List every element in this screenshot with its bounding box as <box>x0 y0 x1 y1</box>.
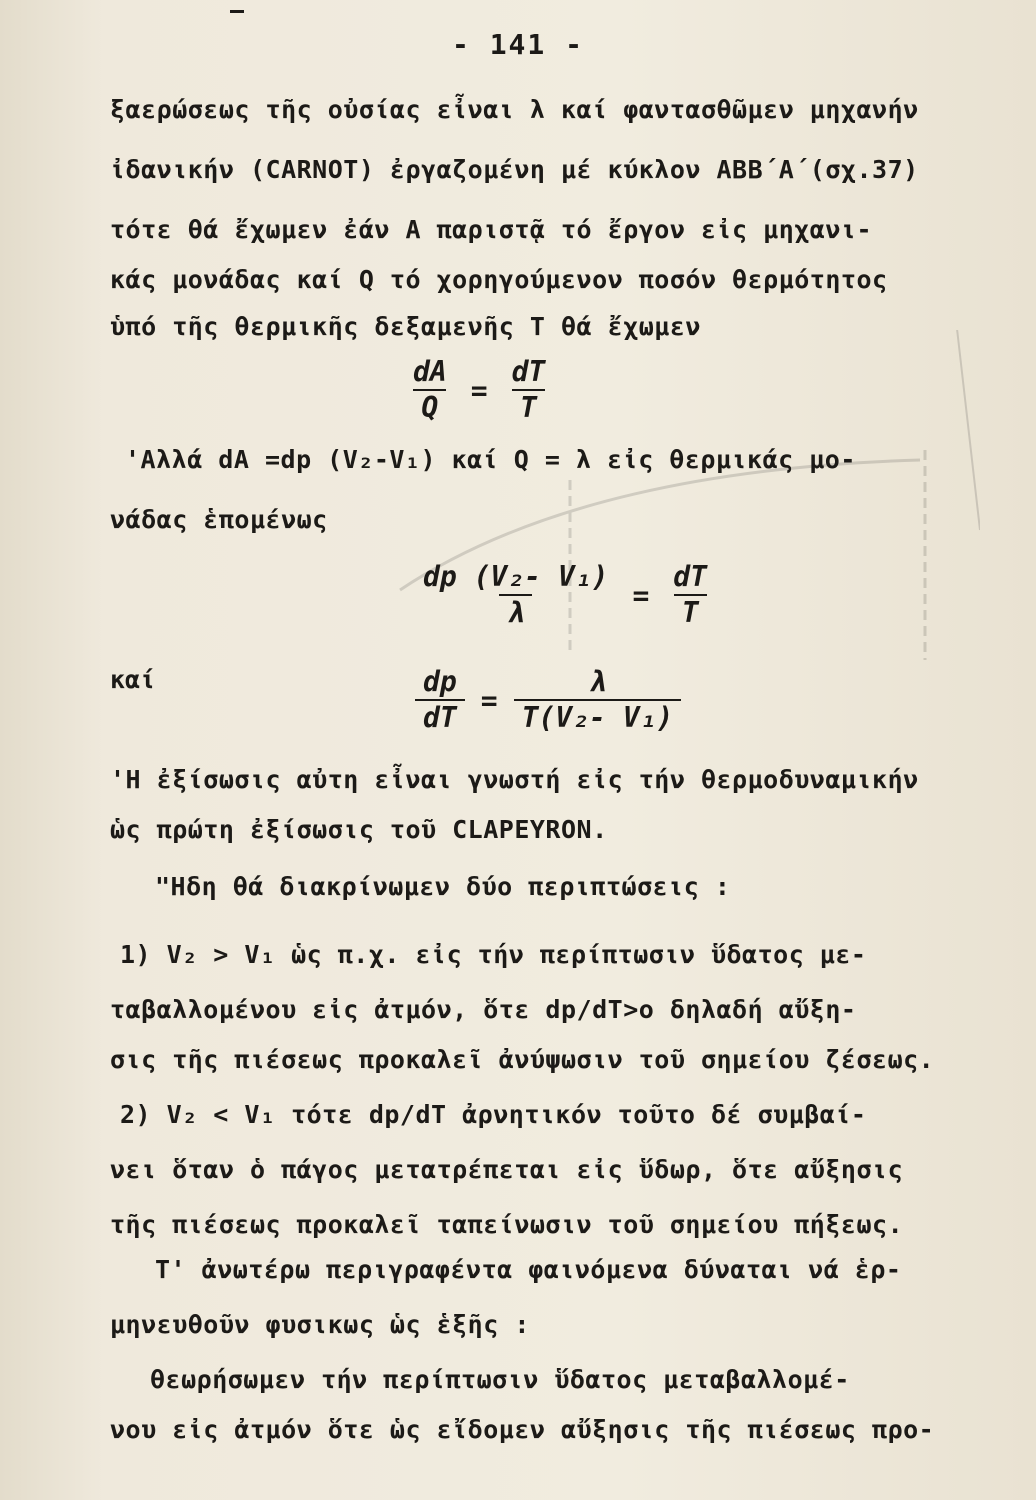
numerator: dA <box>413 355 447 388</box>
text-line-13: σις τῆς πιέσεως προκαλεῖ ἀνύψωσιν τοῦ σημείου ζέσεως. <box>110 1045 935 1074</box>
text-line-10: "Ηδη θά διακρίνωμεν δύο περιπτώσεις : <box>155 872 731 901</box>
numerator: dp (V₂- V₁) <box>423 560 609 593</box>
text-line-11: 1) V₂ > V₁ ὡς π.χ. εἰς τήν περίπτωσιν ὕδατος με- <box>120 940 867 969</box>
formula-carnot-ratio <box>395 355 563 425</box>
denominator: T(V₂- V₁) <box>514 699 682 735</box>
text-line-19: θεωρήσωμεν τήν περίπτωσιν ὕδατος μεταβαλλομέ- <box>150 1365 850 1394</box>
text-line-14: 2) V₂ < V₁ τότε dp/dT ἀρνητικόν τοῦτο δέ συμβαί- <box>120 1100 867 1129</box>
top-margin-mark <box>230 10 244 13</box>
text-line-7: νάδας ἑπομένως <box>110 505 328 534</box>
fraction-rhs <box>504 355 554 425</box>
numerator: λ <box>589 665 606 698</box>
equals-sign: = <box>480 683 498 717</box>
text-line-17: Τ' ἀνωτέρω περιγραφέντα φαινόμενα δύναται νά ἑρ- <box>155 1255 902 1284</box>
numerator: dT <box>673 560 708 593</box>
fraction-lhs <box>405 355 455 425</box>
text-line-15: νει ὅταν ὁ πάγος μετατρέπεται εἰς ὕδωρ, ὅτε αὔξησις <box>110 1155 904 1184</box>
text-line-18: μηνευθοῦν φυσικως ὡς ἑξῆς : <box>110 1310 530 1339</box>
fraction-lhs <box>415 560 616 630</box>
text-line-5: ὑπό τῆς θερμικῆς δεξαμενῆς Τ θά ἔχωμεν <box>110 312 701 341</box>
text-line-6: 'Αλλά dA =dp (V₂-V₁) καί Q = λ εἰς θερμικάς μο- <box>125 445 856 474</box>
text-line-3: τότε θά ἔχωμεν ἐάν Α παριστᾷ τό ἔργον εἰς μηχανι- <box>110 215 873 244</box>
text-line-2: ἰδανικήν (CARNOT) ἐργαζομένη μέ κύκλον ΑΒΒ΄Α΄(σχ.37) <box>110 155 919 184</box>
text-line-1: ξαερώσεως τῆς οὐσίας εἶναι λ καί φαντασθῶμεν μηχανήν <box>110 95 919 124</box>
fraction-rhs <box>514 665 682 735</box>
text-line-20: νου εἰς ἀτμόν ὅτε ὡς εἴδομεν αὔξησις τῆς πιέσεως προ- <box>110 1415 935 1444</box>
equals-sign: = <box>470 373 488 407</box>
text-line-16: τῆς πιέσεως προκαλεῖ ταπείνωσιν τοῦ σημείου πήξεως. <box>110 1210 904 1239</box>
equals-sign: = <box>632 578 650 612</box>
fraction-lhs <box>415 665 465 735</box>
denominator: Q <box>413 389 446 425</box>
denominator: λ <box>499 594 532 630</box>
fraction-rhs <box>665 560 715 630</box>
numerator: dp <box>423 665 457 698</box>
text-line-4: κάς μονάδας καί Q τό χορηγούμενον ποσόν θερμότητος <box>110 265 888 294</box>
page-number: - 141 - <box>451 28 584 61</box>
text-line-9: ὡς πρώτη ἐξίσωσις τοῦ CLAPEYRON. <box>110 815 608 844</box>
text-line-12: ταβαλλομένου εἰς ἀτμόν, ὅτε dp/dT>o δηλαδή αὔξη- <box>110 995 857 1024</box>
denominator: T <box>674 594 707 630</box>
formula-clapeyron <box>405 665 691 735</box>
text-line-8: 'Η ἐξίσωσις αὐτη εἶναι γνωστή εἰς τήν θερμοδυναμικήν <box>110 765 919 794</box>
label-kai: καί <box>110 665 156 694</box>
denominator: T <box>512 389 545 425</box>
denominator: dT <box>415 699 465 735</box>
formula-substituted <box>405 560 725 630</box>
numerator: dT <box>511 355 546 388</box>
